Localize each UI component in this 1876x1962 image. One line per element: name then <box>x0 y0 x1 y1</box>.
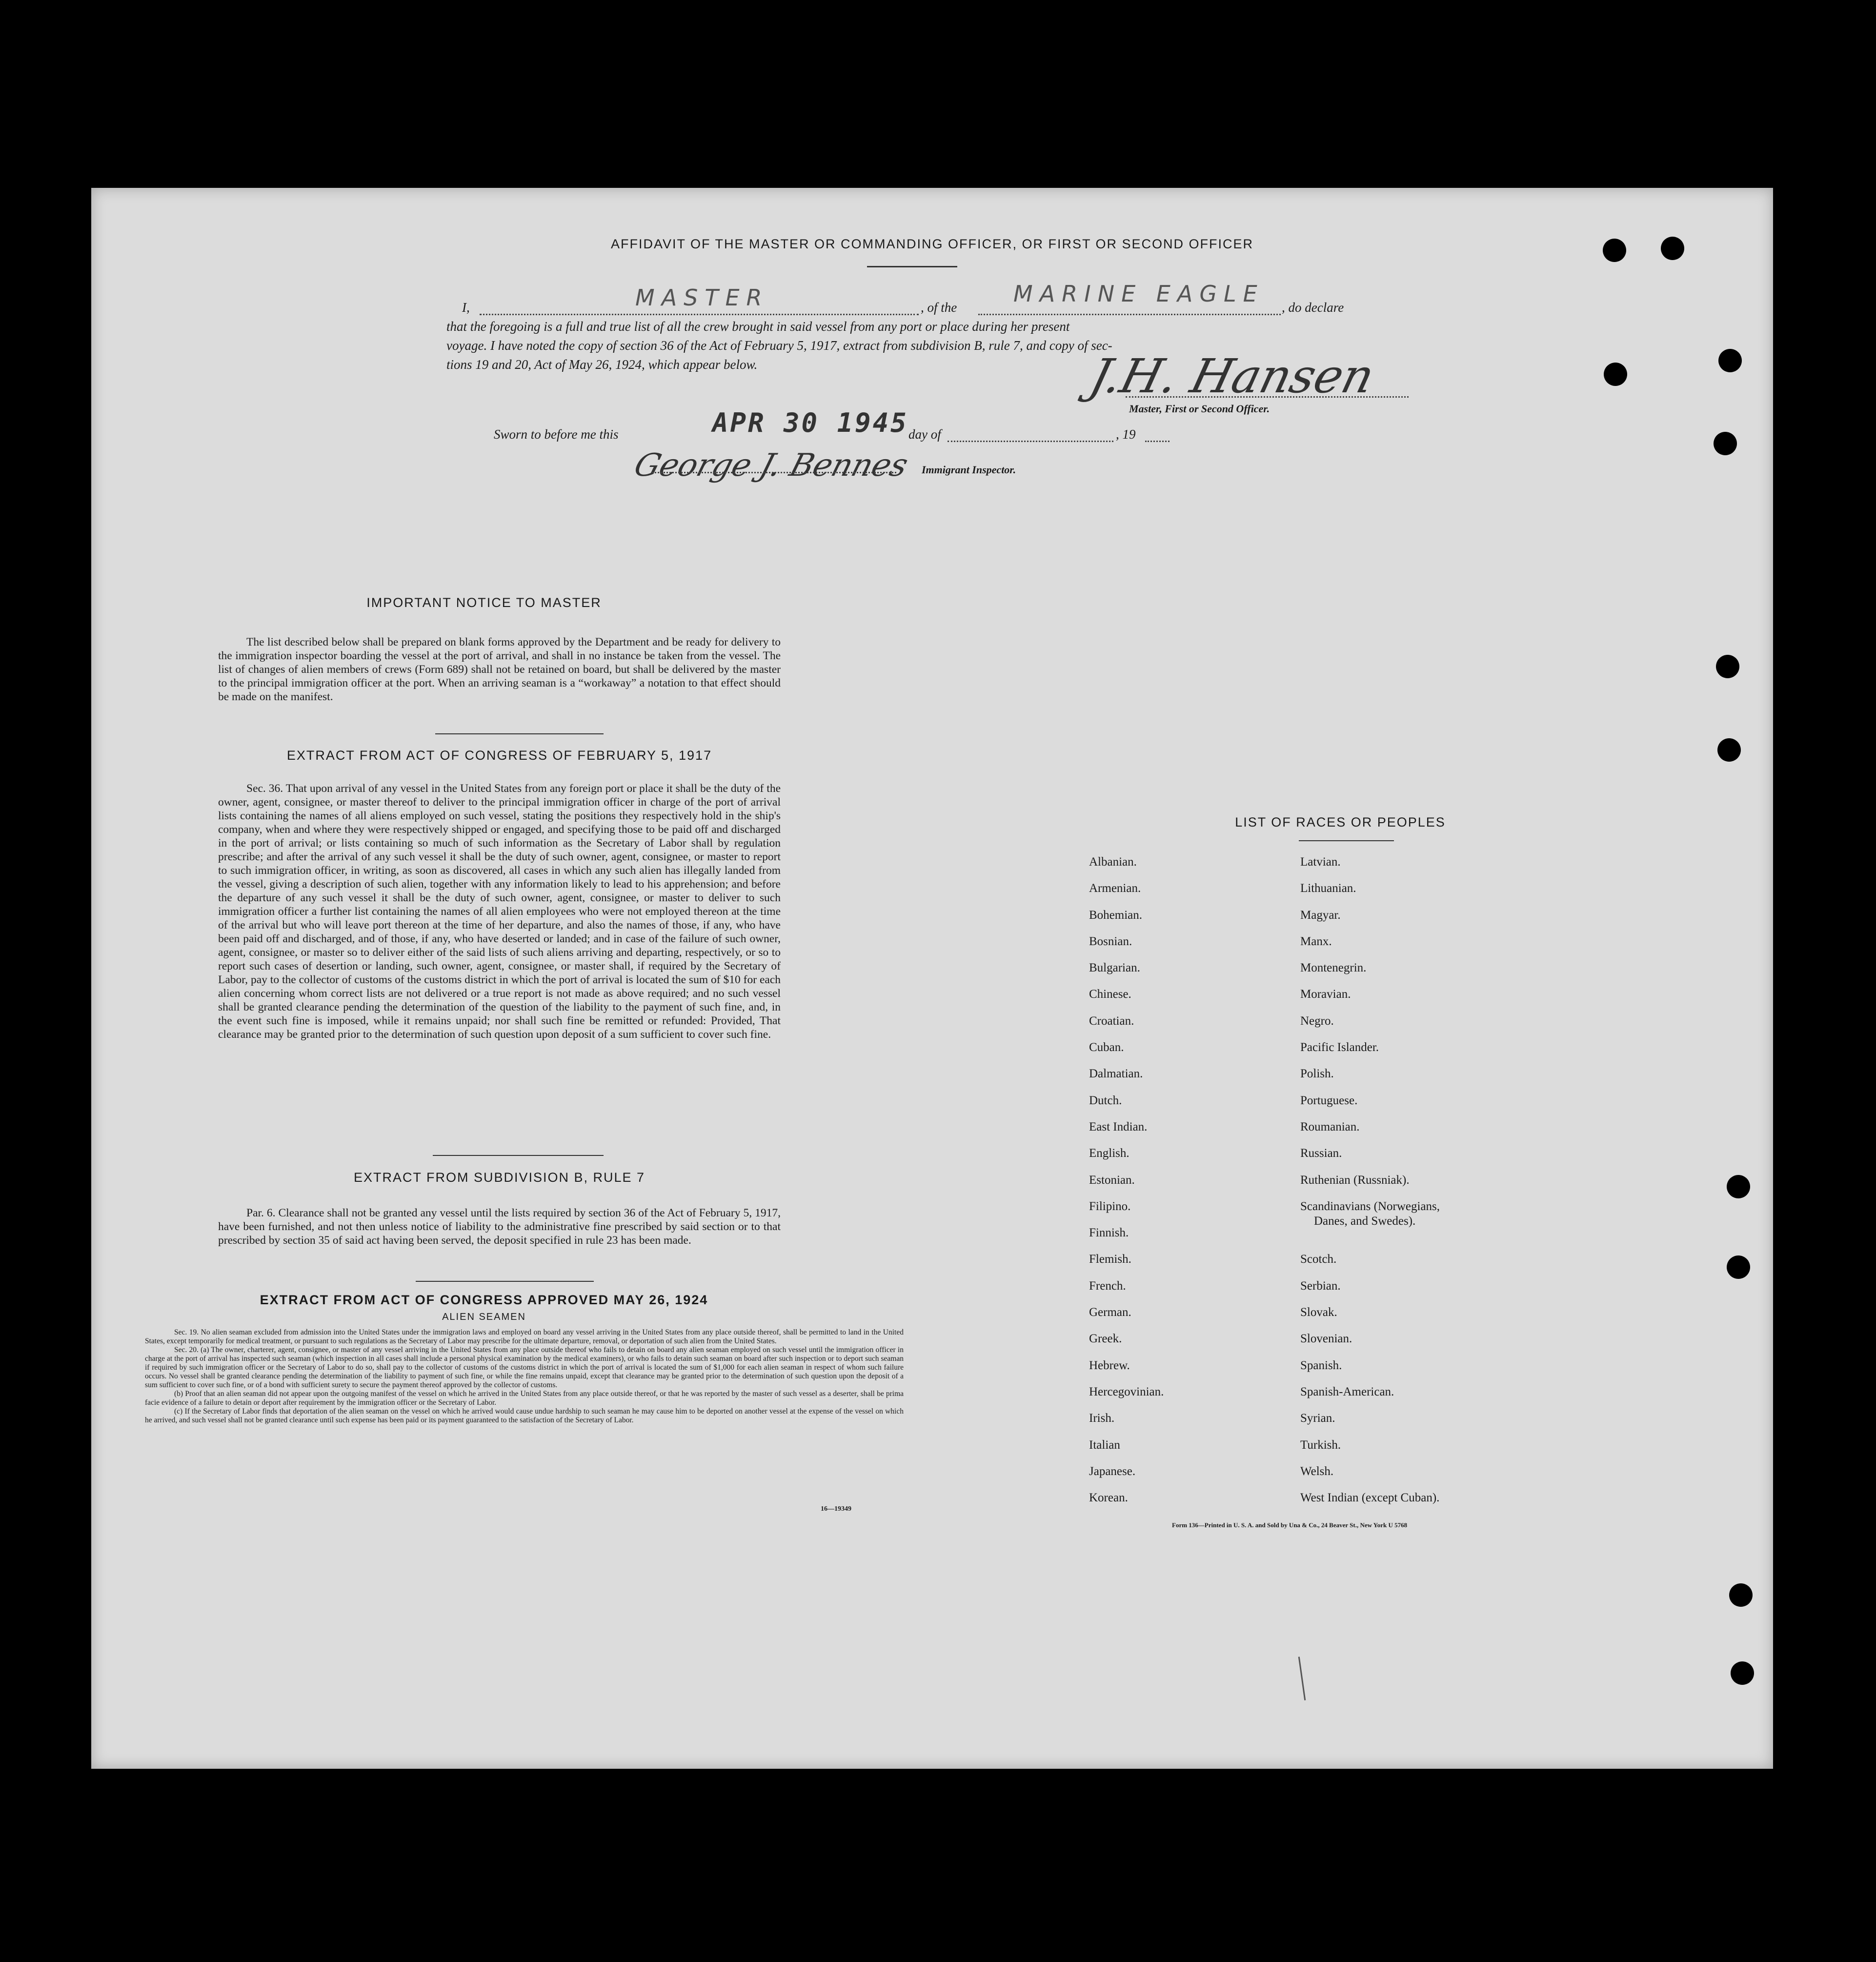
inspector-signature-line <box>652 471 896 473</box>
master-fill: MASTER <box>635 284 769 311</box>
master-signature-label: Master, First or Second Officer. <box>1129 403 1270 415</box>
race-item: German. <box>1089 1306 1131 1319</box>
divider <box>867 266 957 267</box>
race-item: Montenegrin. <box>1300 961 1367 975</box>
punch-hole <box>1727 1175 1750 1198</box>
race-item: Roumanian. <box>1300 1120 1360 1133</box>
race-item: Dutch. <box>1089 1093 1122 1107</box>
race-item: Armenian. <box>1089 882 1141 895</box>
race-item: Slovak. <box>1300 1306 1337 1319</box>
affidavit-title: AFFIDAVIT OF THE MASTER OR COMMANDING OFFICER, OR FIRST OR SECOND OFFICER <box>610 237 1254 251</box>
race-item: Greek. <box>1089 1332 1122 1346</box>
race-item: Flemish. <box>1089 1253 1131 1266</box>
subdivision-b-title: EXTRACT FROM SUBDIVISION B, RULE 7 <box>353 1170 646 1185</box>
race-item: Negro. <box>1300 1014 1334 1028</box>
punch-hole <box>1716 655 1739 678</box>
inspector-label: Immigrant Inspector. <box>922 464 1016 476</box>
race-item: East Indian. <box>1089 1120 1148 1133</box>
race-item: Spanish. <box>1300 1358 1342 1372</box>
affidavit-body-line3: tions 19 and 20, Act of May 26, 1924, which appear below. <box>446 357 758 372</box>
form-footer-note: Form 136—Printed in U. S. A. and Sold by Una & Co., 24 Beaver St., New York U 5768 <box>1172 1521 1408 1529</box>
race-item: Manx. <box>1300 934 1332 948</box>
race-item: Japanese. <box>1089 1464 1136 1478</box>
punch-hole <box>1718 349 1742 372</box>
race-item: Syrian. <box>1300 1412 1335 1425</box>
divider <box>433 1155 604 1156</box>
race-item: Scandinavians (Norwegians, <box>1300 1199 1440 1213</box>
race-item: Finnish. <box>1089 1226 1129 1240</box>
divider <box>1299 840 1394 841</box>
punch-hole <box>1714 432 1737 455</box>
sec20b-text: (b) Proof that an alien seaman did not appear upon the outgoing manifest of the vessel on which he arrived in the United States from any place outside thereof, or that he was reported by the master of such vessel as a deserter, shall be prima facie evidence of a failure to detain or deport after requirement by the immigration officer or the Secretary of Labor. <box>145 1390 904 1407</box>
race-item: Cuban. <box>1089 1041 1124 1054</box>
race-item: Pacific Islander. <box>1300 1041 1379 1054</box>
notice-text: The list described below shall be prepared on blank forms approved by the Department and be ready for delivery to the immigration inspector boarding the vessel at the port of arrival, and shall in no instance be taken from the vessel. The list of changes of alien members of crews (Form 689) shall not be retained on board, but shall be delivered by the master to the principal immigration officer at the port. When an arriving seaman is a “workaway” a notation to that effect should be made on the manifest. <box>218 636 781 703</box>
race-item: Ruthenian (Russniak). <box>1300 1173 1410 1187</box>
race-item: Lithuanian. <box>1300 882 1356 895</box>
affidavit-body-line1: that the foregoing is a full and true list of all the crew brought in said vessel from any port or place during her present <box>446 319 1070 334</box>
race-item: Albanian. <box>1089 855 1137 869</box>
race-item: Turkish. <box>1300 1438 1341 1452</box>
notice-title: IMPORTANT NOTICE TO MASTER <box>366 595 602 610</box>
extract-1924-title: EXTRACT FROM ACT OF CONGRESS APPROVED MAY 26, 1924 <box>260 1293 708 1307</box>
divider <box>435 733 604 734</box>
race-item: Croatian. <box>1089 1014 1134 1028</box>
race-item: Serbian. <box>1300 1279 1341 1293</box>
race-item: West Indian (except Cuban). <box>1300 1491 1440 1505</box>
race-item: Slovenian. <box>1300 1332 1352 1346</box>
race-item: French. <box>1089 1279 1126 1293</box>
affidavit-line1 <box>462 281 1477 319</box>
punch-hole <box>1731 1661 1754 1685</box>
punch-hole <box>1727 1255 1750 1279</box>
punch-hole <box>1717 738 1741 762</box>
races-right-column <box>1300 855 1440 1517</box>
race-item: Scotch. <box>1300 1253 1337 1266</box>
year-label: , 19 <box>1116 427 1136 442</box>
sec19-text: Sec. 19. No alien seaman excluded from admission into the United States under the immigration laws and employed on board any vessel arriving in the United States from any place outside thereof, shall be permitted to land in the United States, except temporarily for medical treatment, or pursuant to such regulations as the Secretary of Labor may prescribe for the ultimate departure, removal, or deportation of such alien from the United States. <box>145 1328 904 1345</box>
affidavit-do-declare-label: , do declare <box>1282 300 1344 315</box>
sworn-label: Sworn to before me this <box>494 427 619 442</box>
master-signature: J.H. Hansen <box>1085 349 1380 404</box>
race-item: Irish. <box>1089 1412 1115 1425</box>
sworn-date-stamp: APR 30 1945 <box>712 407 908 438</box>
race-item: Estonian. <box>1089 1173 1135 1187</box>
pen-mark <box>1298 1657 1306 1700</box>
race-item: Hercegovinian. <box>1089 1385 1164 1398</box>
form-code: 16—19349 <box>821 1505 851 1513</box>
race-item: Danes, and Swedes). <box>1314 1214 1416 1228</box>
race-item: Italian <box>1089 1438 1120 1452</box>
race-item: Russian. <box>1300 1147 1342 1160</box>
race-item: Magyar. <box>1300 908 1341 922</box>
sworn-line <box>494 407 1201 446</box>
race-item: English. <box>1089 1147 1130 1160</box>
day-of-dotted-line <box>948 426 1113 442</box>
race-item: Bosnian. <box>1089 934 1132 948</box>
extract-1917-title: EXTRACT FROM ACT OF CONGRESS OF FEBRUARY 5, 1917 <box>286 748 712 763</box>
year-dotted-line <box>1145 426 1170 442</box>
sec20c-text: (c) If the Secretary of Labor finds that deportation of the alien seaman on the vessel on which he arrived would cause undue hardship to such seaman he may cause him to be deported on another vessel at the expense of the vessel on which he arrived, and such vessel shall not be granted clearance until such expense has been paid or its payment guaranteed to the satisfaction of the Secretary of Labor. <box>145 1407 904 1424</box>
subdivision-b-text: Par. 6. Clearance shall not be granted any vessel until the lists required by section 36 of the Act of February 5, 1917, have been furnished, and not then unless notice of liability to the administrative fine prescribed by said section or to that prescribed by section 35 of said act having been served, the deposit specified in rule 23 has been made. <box>218 1207 781 1247</box>
race-item: Moravian. <box>1300 988 1351 1001</box>
punch-hole <box>1729 1583 1753 1607</box>
races-left-column <box>1089 855 1164 1517</box>
race-item: Dalmatian. <box>1089 1067 1143 1081</box>
race-item: Filipino. <box>1089 1199 1131 1213</box>
affidavit-body-line2: voyage. I have noted the copy of section 36 of the Act of February 5, 1917, extract from subdivision B, rule 7, and copy of sec- <box>446 338 1112 353</box>
alien-seamen-subtitle: ALIEN SEAMEN <box>442 1312 526 1322</box>
race-item: Chinese. <box>1089 988 1131 1001</box>
race-item: Hebrew. <box>1089 1358 1130 1372</box>
race-item: Spanish-American. <box>1300 1385 1394 1398</box>
race-item: Bohemian. <box>1089 908 1143 922</box>
race-item: Bulgarian. <box>1089 961 1140 975</box>
day-of-label: day of <box>908 427 941 442</box>
affidavit-i-label: I, <box>462 300 470 315</box>
race-item: Latvian. <box>1300 855 1341 869</box>
vessel-fill: MARINE EAGLE <box>1013 281 1264 307</box>
divider <box>416 1281 594 1282</box>
race-item: Polish. <box>1300 1067 1334 1081</box>
punch-hole <box>1604 363 1627 386</box>
races-title: LIST OF RACES OR PEOPLES <box>1235 815 1446 829</box>
race-item: Portuguese. <box>1300 1093 1358 1107</box>
extract-1917-text: Sec. 36. That upon arrival of any vessel in the United States from any foreign port or place it shall be the duty of the owner, agent, consignee, or master thereof to deliver to the principal immigration officer in charge of the port of arrival lists containing the names of all aliens employed on such vessel, stating the positions they respectively hold in the ship's company, when and where they were respectively shipped or engaged, and specifying those to be paid off and discharged in the port of arrival; or lists containing so much of such information as the Secretary of Labor shall by regulation prescribe; and after the arrival of any such vessel it shall be the duty of such owner, agent, consignee, or master to report to such immigration officer, in writing, as soon as discovered, all cases in which any such alien has illegally landed from the vessel, giving a description of such alien, together with any information likely to lead to his apprehension; and before the departure of any such vessel it shall be the duty of such owner, agent, consignee, or master to deliver to such immigration officer a further list containing the names of all alien employees who were not employed thereon at the time of the arrival but who will leave port thereon at the time of her departure, and also the names of those, if any, who have been paid off and discharged, and of those, if any, who have deserted or landed; and in case of the failure of such owner, agent, consignee, or master so to deliver either of the said lists of such aliens arriving and departing, respectively, or so to report such cases of desertion or landing, such owner, agent, consignee, or master shall, if required by the Secretary of Labor, pay to the collector of customs of the customs district in which the port of arrival is located the sum of $10 for each alien concerning whom correct lists are not delivered or a true report is not made as above required; and no such vessel shall be granted clearance pending the determination of the question of the liability to the payment of such fine, and, in the event such fine is imposed, while it remains unpaid; nor shall such fine be remitted or refunded: Provided, That clearance may be granted prior to the determination of such question upon deposit of a sum sufficient to cover such fine. <box>218 782 781 1041</box>
master-signature-line <box>1126 395 1409 398</box>
extract-1924-text <box>145 1328 904 1425</box>
race-item: Welsh. <box>1300 1464 1334 1478</box>
race-item: Korean. <box>1089 1491 1128 1505</box>
document-page <box>91 188 1773 1769</box>
sec20a-text: Sec. 20. (a) The owner, charterer, agent, consignee, or master of any vessel arriving in the United States from any place outside thereof who fails to detain on board any alien seaman employed on such vessel until the immigration officer in charge at the port of arrival has inspected such seaman (which inspection in all cases shall include a personal physical examination by the medical examiners), or who fails to detain such seaman on board after such inspection or to deport such seaman if required by such immigration officer or the Secretary of Labor to do so, shall pay to the collector of customs of the customs district in which the port of arrival is located the sum of $1,000 for each alien seaman in respect of whom such failure occurs. No vessel shall be granted clearance pending the determination of the liability to payment of such fine, or while the fine remains unpaid, except that clearance may be granted prior to the determination of such question upon the deposit of a sum sufficient to cover such fine, or of a bond with sufficient surety to secure the payment thereof approved by the collector of customs. <box>145 1346 904 1389</box>
inspector-signature: George J. Bennes <box>630 447 912 484</box>
affidavit-of-the-label: , of the <box>921 300 957 315</box>
